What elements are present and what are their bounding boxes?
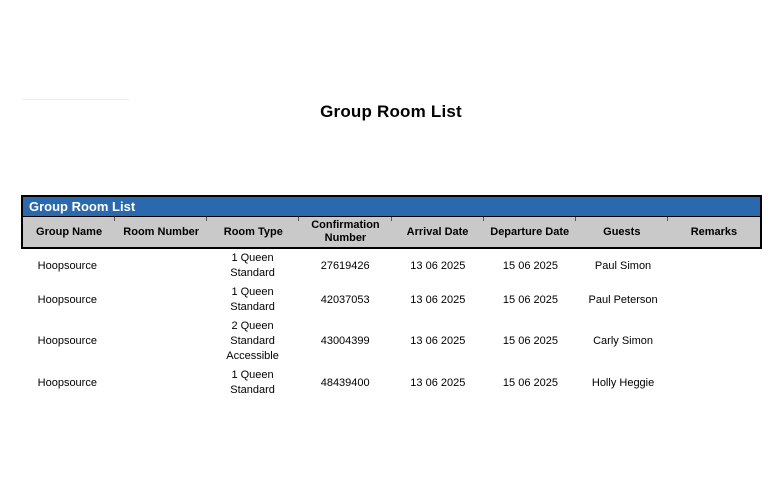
cell-confirmation-number: 48439400 bbox=[320, 376, 370, 389]
cell-room-number bbox=[114, 283, 207, 317]
cell-departure-date: 15 06 2025 bbox=[502, 335, 558, 347]
cell-room-number bbox=[114, 366, 207, 400]
table-body bbox=[21, 249, 762, 400]
section-header-title: Group Room List bbox=[29, 199, 136, 214]
column-header-guests: Guests bbox=[576, 217, 668, 247]
column-header-row bbox=[21, 217, 762, 249]
table-row bbox=[21, 317, 762, 366]
cell-confirmation-number: 43004399 bbox=[320, 335, 370, 347]
cell-room-type-lines: 2 Queen Standard Accessible bbox=[226, 320, 279, 362]
cell-group-name: Hoopsource bbox=[37, 259, 97, 272]
column-header-confirmation-number: Confirmation Number bbox=[299, 217, 391, 247]
cell-guests: Paul Simon bbox=[594, 259, 652, 272]
column-header-group-name: Group Name bbox=[36, 225, 103, 238]
cell-room-number bbox=[114, 249, 207, 283]
column-header-departure-date: Departure Date bbox=[484, 217, 576, 247]
cell-arrival-date: 13 06 2025 bbox=[410, 259, 466, 272]
cell-guests: Carly Simon bbox=[593, 335, 654, 347]
cell-group-name: Hoopsource bbox=[37, 376, 97, 389]
cell-remarks bbox=[669, 283, 762, 317]
cell-remarks bbox=[669, 317, 762, 366]
cell-room-type-lines: 1 Queen Standard bbox=[230, 369, 275, 396]
cell-group-name: Hoopsource bbox=[37, 293, 97, 306]
column-header-room-type: Room Type bbox=[207, 217, 299, 247]
cell-guests: Paul Peterson bbox=[588, 293, 658, 306]
cell-guests: Holly Heggie bbox=[591, 376, 655, 389]
cell-departure-date: 15 06 2025 bbox=[502, 293, 558, 306]
cell-group-name: Hoopsource bbox=[37, 335, 97, 347]
table-row bbox=[21, 283, 762, 317]
cell-departure-date: 15 06 2025 bbox=[502, 376, 558, 389]
faded-logo-underline bbox=[22, 99, 129, 100]
cell-arrival-date: 13 06 2025 bbox=[410, 335, 466, 347]
section-header-bar bbox=[21, 195, 762, 217]
cell-confirmation-number: 42037053 bbox=[320, 293, 370, 306]
cell-confirmation-number: 27619426 bbox=[320, 259, 370, 272]
column-header-arrival-date: Arrival Date bbox=[392, 217, 484, 247]
table-row bbox=[21, 249, 762, 283]
cell-arrival-date: 13 06 2025 bbox=[410, 376, 466, 389]
group-room-list-report bbox=[21, 195, 762, 400]
cell-room-type-lines: 1 Queen Standard bbox=[230, 252, 275, 279]
cell-room-number bbox=[114, 317, 207, 366]
column-header-room-number: Room Number bbox=[115, 217, 207, 247]
page-title: Group Room List bbox=[320, 102, 462, 121]
cell-remarks bbox=[669, 366, 762, 400]
cell-room-type-lines: 1 Queen Standard bbox=[230, 286, 275, 313]
table-row bbox=[21, 366, 762, 400]
cell-remarks bbox=[669, 249, 762, 283]
cell-departure-date: 15 06 2025 bbox=[502, 259, 558, 272]
column-header-remarks: Remarks bbox=[668, 217, 760, 247]
cell-arrival-date: 13 06 2025 bbox=[410, 293, 466, 306]
